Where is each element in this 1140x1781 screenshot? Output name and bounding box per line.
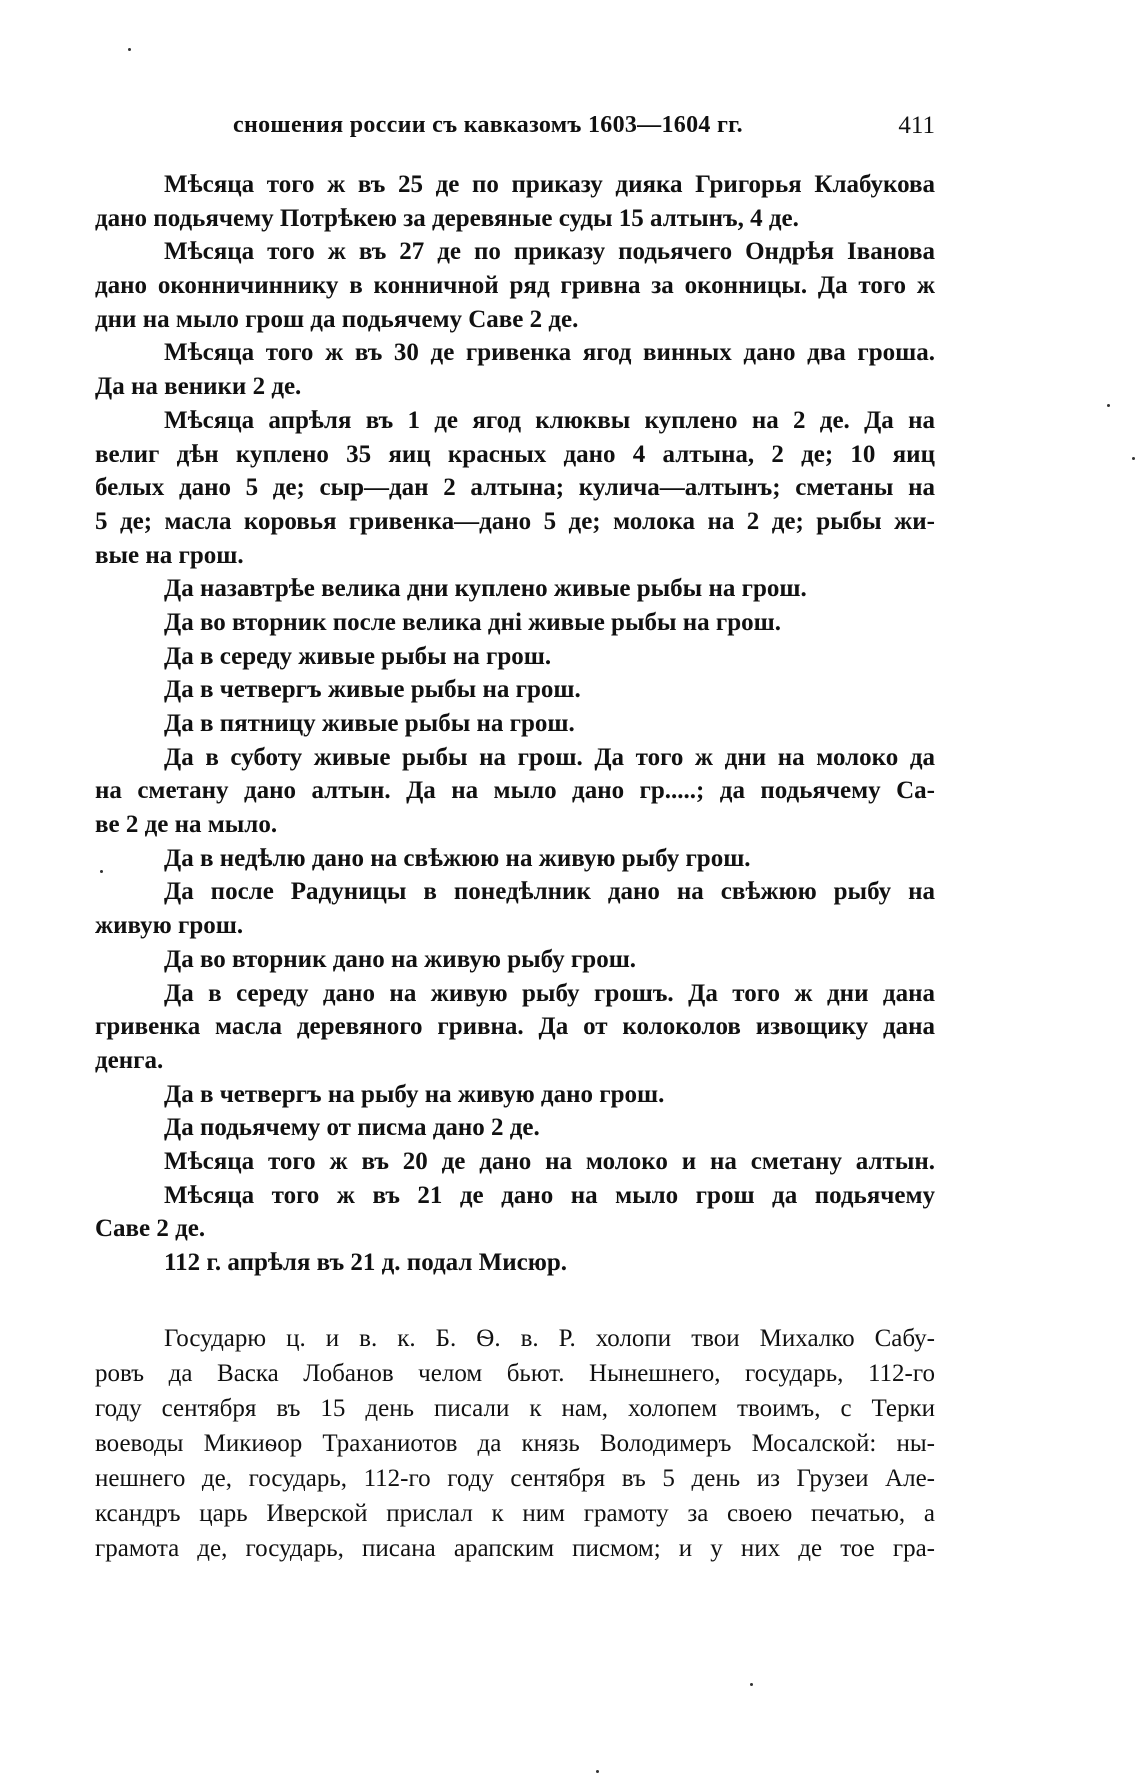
text-line: Да подьячему от писма дано 2 де. (164, 1114, 540, 1142)
text-line: нешнего де, государь, 112-го году сентября въ 5 день из Грузеи Але- (95, 1465, 935, 1492)
text-line: 5 де; масла коровья гривенка—дано 5 де; молока на 2 де; рыбы жи- (95, 507, 935, 535)
text-line: на сметану дано алтын. Да на мыло дано гр.....; да подьячему Са- (95, 777, 935, 805)
page-header (95, 112, 935, 152)
text-line: Мѣсяца того ж въ 20 де дано на молоко и на сметану алтын. (164, 1147, 935, 1175)
account-entries (95, 168, 935, 1280)
text-line: Да в четвергъ живые рыбы на грош. (164, 676, 581, 704)
text-line: белых дано 5 де; сыр—дан 2 алтына; кулича—алтынъ; сметаны на (95, 474, 935, 502)
text-line: Да в недѣлю дано на свѣжюю на живую рыбу грош. (164, 844, 751, 872)
print-speck (750, 1683, 753, 1686)
text-line: Да назавтрѣе велика дни куплено живые рыбы на грош. (164, 575, 807, 603)
text-line: 112 г. апрѣля въ 21 д. подал Мисюр. (164, 1249, 567, 1276)
text-line: Мѣсяца того ж въ 27 де по приказу подьячего Ондрѣя Іванова (164, 238, 935, 266)
letter-text (95, 1321, 935, 1566)
text-line: Мѣсяца того ж въ 21 де дано на мыло грош да подьячему (164, 1181, 935, 1209)
running-title: сношения россии съ кавказомъ 1603—1604 гг. (233, 112, 743, 138)
text-line: Да в середу дано на живую рыбу грошъ. Да того ж дни дана (164, 979, 935, 1007)
text-line: Мѣсяца того ж въ 25 де по приказу дияка Григорья Клабукова (164, 171, 935, 198)
text-line: году сентября въ 15 день писали к нам, холопем твоимъ, с Терки (95, 1395, 935, 1422)
text-line: Мѣсяца того ж въ 30 де гривенка ягод винных дано два гроша. (164, 339, 935, 367)
text-line: Государю ц. и в. к. Б. Ѳ. в. Р. холопи твои Михалко Сабу- (164, 1325, 935, 1352)
text-line: ве 2 де на мыло. (95, 811, 278, 839)
print-speck (1132, 457, 1135, 460)
page-number: 411 (898, 112, 935, 139)
print-speck (1107, 404, 1110, 407)
text-line: Да во вторник после велика днi живые рыбы на грош. (164, 608, 782, 636)
print-speck (100, 870, 103, 873)
text-line: денга. (95, 1046, 164, 1074)
text-line: ровъ да Васка Лобанов челом бьют. Нынешнего, государь, 112-го (95, 1360, 935, 1387)
text-line: Да во вторник дано на живую рыбу грош. (164, 945, 637, 973)
text-line: грамота де, государь, писана арапским писмом; и у них де тое гра- (95, 1535, 935, 1562)
text-line: Да на веники 2 де. (95, 373, 302, 401)
text-line: Да в середу живые рыбы на грош. (164, 642, 552, 670)
text-line: велиг дѣн куплено 35 яиц красных дано 4 алтына, 2 де; 10 яиц (95, 440, 935, 468)
text-line: дано подьячему Потрѣкею за деревяные суды 15 алтынъ, 4 де. (95, 204, 799, 232)
print-speck (596, 1770, 599, 1773)
text-line: дано оконничиннику в конничной ряд гривна за оконницы. Да того ж (95, 272, 935, 300)
text-line: Да в пятницу живые рыбы на грош. (164, 710, 575, 737)
text-line: Саве 2 де. (95, 1215, 206, 1243)
text-line: гривенка масла деревяного гривна. Да от колоколов извощику дана (95, 1013, 935, 1041)
text-line: дни на мыло грош да подьячему Саве 2 де. (95, 305, 579, 333)
text-line: вые на грош. (95, 541, 244, 569)
text-line: живую грош. (95, 912, 244, 940)
text-line: ксандръ царь Иверской прислал к ним грамоту за своею печатью, а (95, 1500, 935, 1527)
text-line: воеводы Микиѳор Траханиотов да князь Володимеръ Мосалской: ны- (95, 1430, 935, 1457)
text-line: Да в четвергъ на рыбу на живую дано грош. (164, 1080, 665, 1108)
print-speck (128, 48, 131, 51)
text-line: Да после Радуницы в понедѣлник дано на свѣжюю рыбу на (164, 878, 935, 906)
text-line: Да в суботу живые рыбы на грош. Да того ж дни на молоко да (164, 743, 935, 771)
text-line: Мѣсяца апрѣля въ 1 де ягод клюквы куплено на 2 де. Да на (164, 406, 935, 434)
